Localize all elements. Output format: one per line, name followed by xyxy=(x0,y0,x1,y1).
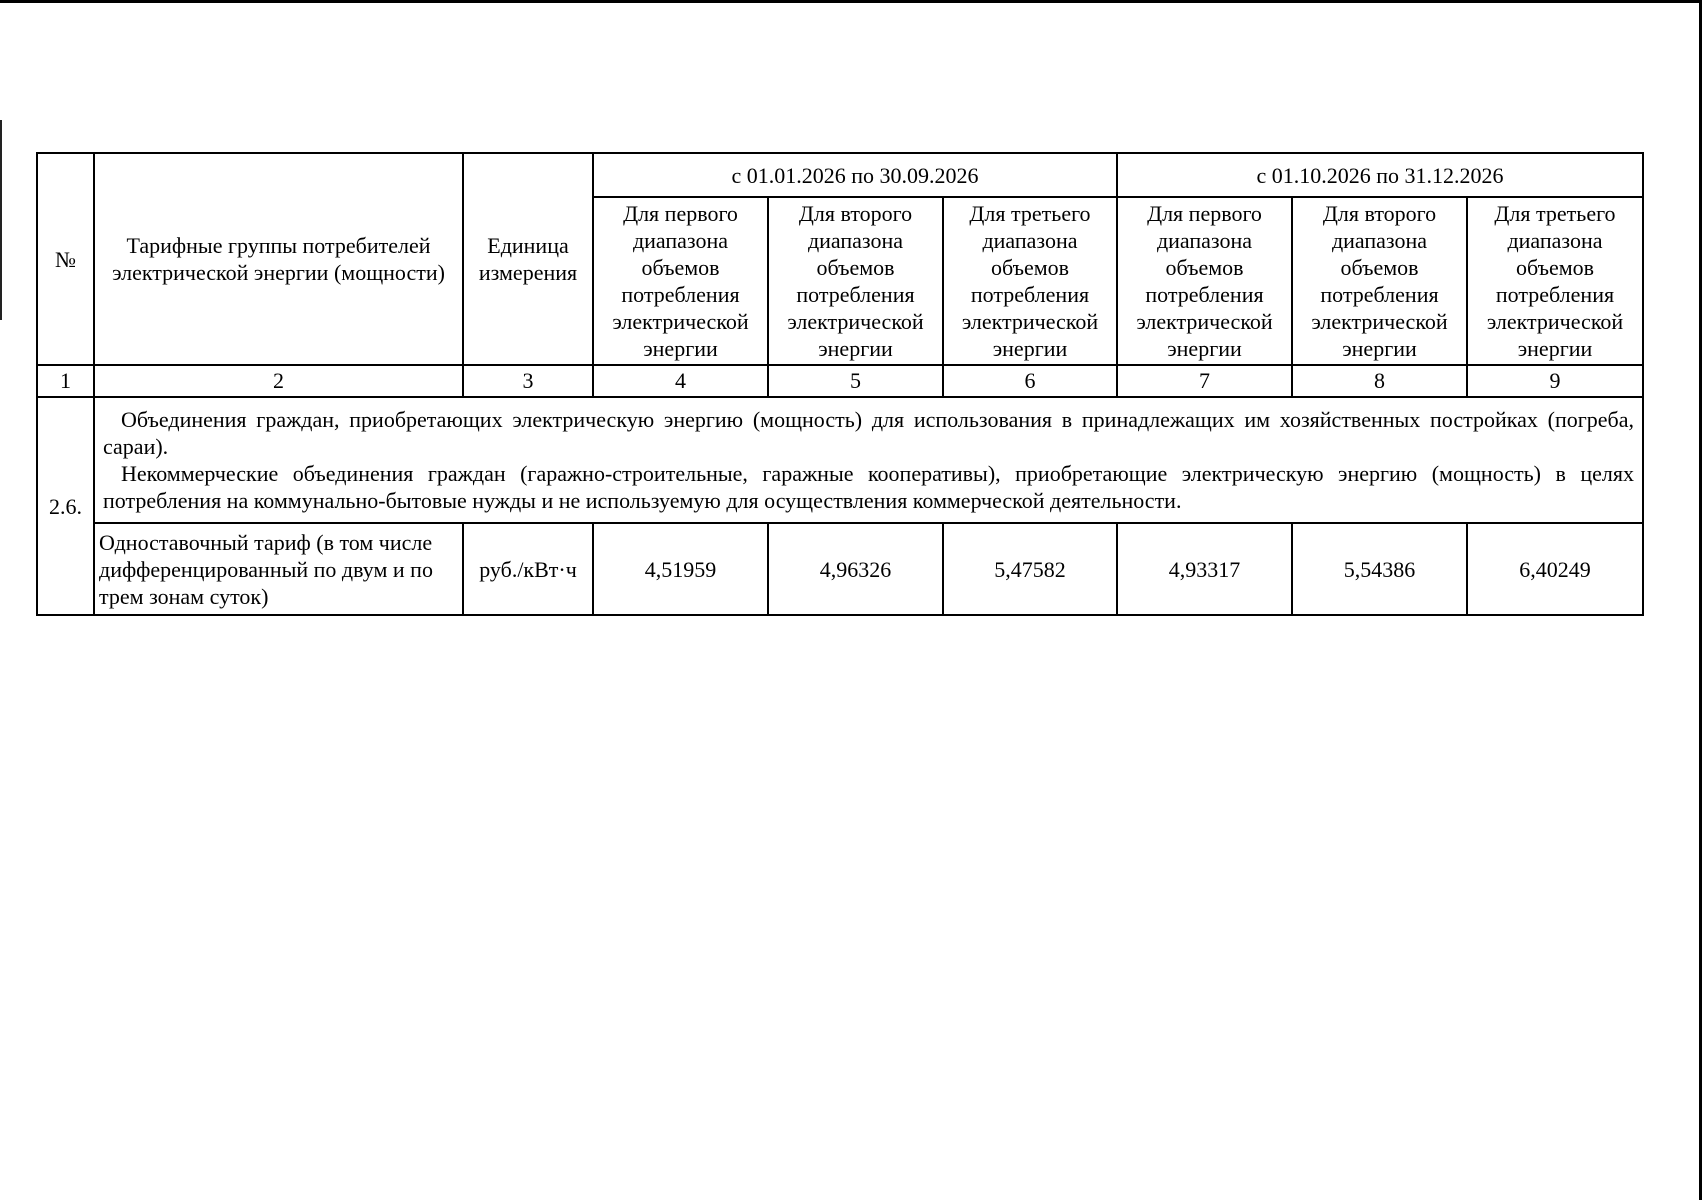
column-number: 3 xyxy=(463,365,593,397)
column-number: 6 xyxy=(943,365,1117,397)
section-description-paragraph: Некоммерческие объединения граждан (гаражно-строительные, гаражные кооперативы), приобретающие электрическую энергию (мощность) в целях потребления на коммунально-бытовые нужды и не используемую для осуществления коммерческой деятельности. xyxy=(103,461,1634,513)
column-number: 5 xyxy=(768,365,943,397)
tariff-name: Одноставочный тариф (в том числе дифференцированный по двум и по трем зонам суток) xyxy=(94,523,463,615)
table-row xyxy=(37,523,1643,615)
header-range-3: Для третьего диапазона объемов потребления электрической энергии xyxy=(943,197,1117,365)
header-unit: Единица измерения xyxy=(463,153,593,365)
header-range-1: Для первого диапазона объемов потребления электрической энергии xyxy=(593,197,768,365)
header-range-4: Для первого диапазона объемов потребления электрической энергии xyxy=(1117,197,1292,365)
header-range-2: Для второго диапазона объемов потребления электрической энергии xyxy=(768,197,943,365)
tariff-unit: руб./кВт·ч xyxy=(463,523,593,615)
column-number-row xyxy=(37,365,1643,397)
tariff-value: 4,96326 xyxy=(768,523,943,615)
header-number: № xyxy=(37,153,94,365)
tariff-value: 4,51959 xyxy=(593,523,768,615)
tariff-value: 4,93317 xyxy=(1117,523,1292,615)
column-number: 4 xyxy=(593,365,768,397)
section-description-row xyxy=(37,397,1643,523)
tariff-value: 5,54386 xyxy=(1292,523,1467,615)
header-range-5: Для второго диапазона объемов потребления электрической энергии xyxy=(1292,197,1467,365)
column-number: 2 xyxy=(94,365,463,397)
header-tariff-groups: Тарифные группы потребителей электрической энергии (мощности) xyxy=(94,153,463,365)
column-number: 8 xyxy=(1292,365,1467,397)
header-row-periods xyxy=(37,153,1643,197)
scan-border-left xyxy=(0,120,2,320)
header-period-1: с 01.01.2026 по 30.09.2026 xyxy=(593,153,1117,197)
header-period-2: с 01.10.2026 по 31.12.2026 xyxy=(1117,153,1643,197)
section-number: 2.6. xyxy=(37,397,94,615)
tariff-value: 6,40249 xyxy=(1467,523,1643,615)
column-number: 9 xyxy=(1467,365,1643,397)
header-range-6: Для третьего диапазона объемов потребления электрической энергии xyxy=(1467,197,1643,365)
scan-border-top xyxy=(0,0,1702,3)
column-number: 1 xyxy=(37,365,94,397)
column-number: 7 xyxy=(1117,365,1292,397)
section-description-paragraph: Объединения граждан, приобретающих электрическую энергию (мощность) для использования в принадлежащих им хозяйственных постройках (погреба, сараи). xyxy=(103,407,1634,459)
section-description xyxy=(94,397,1643,523)
tariff-table xyxy=(36,152,1644,616)
tariff-value: 5,47582 xyxy=(943,523,1117,615)
